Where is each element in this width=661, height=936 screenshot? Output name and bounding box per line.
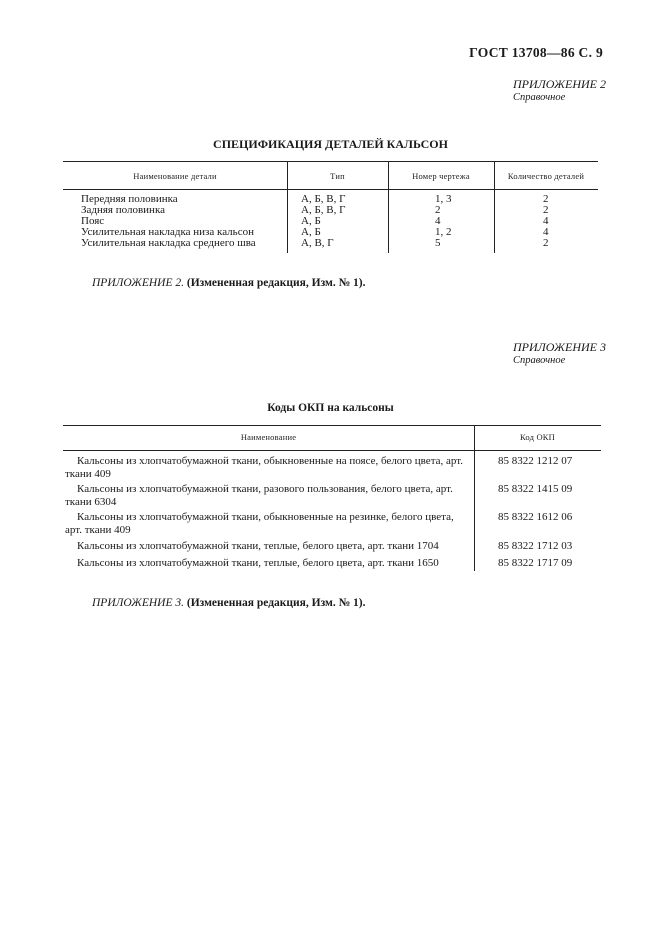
table-cell-type: А, Б, В, Г	[301, 204, 346, 216]
table-header-rule	[63, 189, 598, 190]
table-col-divider	[474, 425, 475, 571]
table-cell-drawing: 5	[435, 237, 441, 249]
appendix-2-label: ПРИЛОЖЕНИЕ 2	[513, 77, 606, 91]
table-cell-name: Передняя половинка	[81, 193, 178, 205]
table-cell-drawing: 2	[435, 204, 441, 216]
amendment-note-label: ПРИЛОЖЕНИЕ 3.	[92, 597, 184, 609]
table-cell-name	[65, 557, 471, 570]
table-cell-name	[65, 511, 471, 537]
table-cell-name-line: Кальсоны из хлопчатобумажной ткани, разового пользования, белого цвета, арт.	[77, 483, 453, 495]
table-cell-type: А, Б, В, Г	[301, 193, 346, 205]
table-cell-name-line: Кальсоны из хлопчатобумажной ткани, теплые, белого цвета, арт. ткани 1650	[77, 557, 439, 569]
table-cell-type: А, Б	[301, 215, 321, 227]
table-cell-name-line: арт. ткани 409	[65, 524, 131, 536]
table-cell-code: 85 8322 1717 09	[498, 557, 573, 569]
appendix-2-label-block	[513, 77, 606, 105]
appendix-3-sublabel: Справочное	[513, 355, 566, 366]
table-cell-drawing: 1, 3	[435, 193, 452, 205]
table-cell-name: Пояс	[81, 215, 105, 227]
table-cell-drawing: 4	[435, 215, 441, 227]
table-cell-name: Задняя половинка	[81, 204, 166, 216]
column-header-drawing: Номер чертежа	[412, 171, 470, 181]
table-cell-name-line: Кальсоны из хлопчатобумажной ткани, теплые, белого цвета, арт. ткани 1704	[77, 540, 439, 552]
table-cell-code: 85 8322 1415 09	[498, 483, 573, 495]
table-cell-name-line: ткани 6304	[65, 496, 117, 508]
table-cell-name-line: Кальсоны из хлопчатобумажной ткани, обыкновенные на поясе, белого цвета, арт.	[77, 455, 463, 467]
table-cell-name	[65, 540, 471, 553]
table-cell-quantity: 4	[543, 215, 549, 227]
table-cell-name: Усилительная накладка среднего шва	[81, 237, 256, 249]
appendix-2-amendment-note	[92, 277, 366, 289]
appendix-3-title: Коды ОКП на кальсоны	[267, 402, 394, 414]
table-cell-name	[65, 483, 471, 509]
table-cell-name-line: ткани 409	[65, 468, 111, 480]
document-header: ГОСТ 13708—86 С. 9	[469, 45, 603, 60]
table-cell-name	[65, 455, 471, 481]
table-cell-type: А, В, Г	[301, 237, 334, 249]
amendment-note-text: (Измененная редакция, Изм. № 1).	[186, 277, 366, 289]
amendment-note-label: ПРИЛОЖЕНИЕ 2.	[92, 277, 184, 289]
appendix-3-label: ПРИЛОЖЕНИЕ 3	[513, 340, 606, 354]
table-cell-type: А, Б	[301, 226, 321, 238]
appendix-2-sublabel: Справочное	[513, 92, 566, 103]
table-cell-quantity: 4	[543, 226, 549, 238]
table-cell-quantity: 2	[543, 204, 549, 216]
table-cell-quantity: 2	[543, 193, 549, 205]
column-header-code: Код ОКП	[519, 432, 556, 442]
column-header-type: Тип	[330, 171, 345, 181]
appendix-3-label-block	[513, 340, 606, 368]
column-header-quantity: Количество деталей	[507, 171, 585, 181]
amendment-note-text: (Измененная редакция, Изм. № 1).	[186, 597, 366, 609]
table-cell-code: 85 8322 1212 07	[498, 455, 573, 467]
table-cell-code: 85 8322 1612 06	[498, 511, 573, 523]
table-cell-quantity: 2	[543, 237, 549, 249]
table-cell-name-line: Кальсоны из хлопчатобумажной ткани, обыкновенные на резинке, белого цвета,	[77, 511, 454, 523]
table-header-rule	[63, 450, 601, 451]
table-top-rule	[63, 161, 598, 162]
table-top-rule	[63, 425, 601, 426]
column-header-name: Наименование	[240, 432, 297, 442]
column-header-name: Наименование детали	[133, 171, 217, 181]
table-cell-code: 85 8322 1712 03	[498, 540, 573, 552]
appendix-3-amendment-note	[92, 597, 366, 609]
table-cell-drawing: 1, 2	[435, 226, 452, 238]
table-cell-name: Усилительная накладка низа кальсон	[81, 226, 254, 238]
appendix-2-title: СПЕЦИФИКАЦИЯ ДЕТАЛЕЙ КАЛЬСОН	[213, 137, 448, 151]
